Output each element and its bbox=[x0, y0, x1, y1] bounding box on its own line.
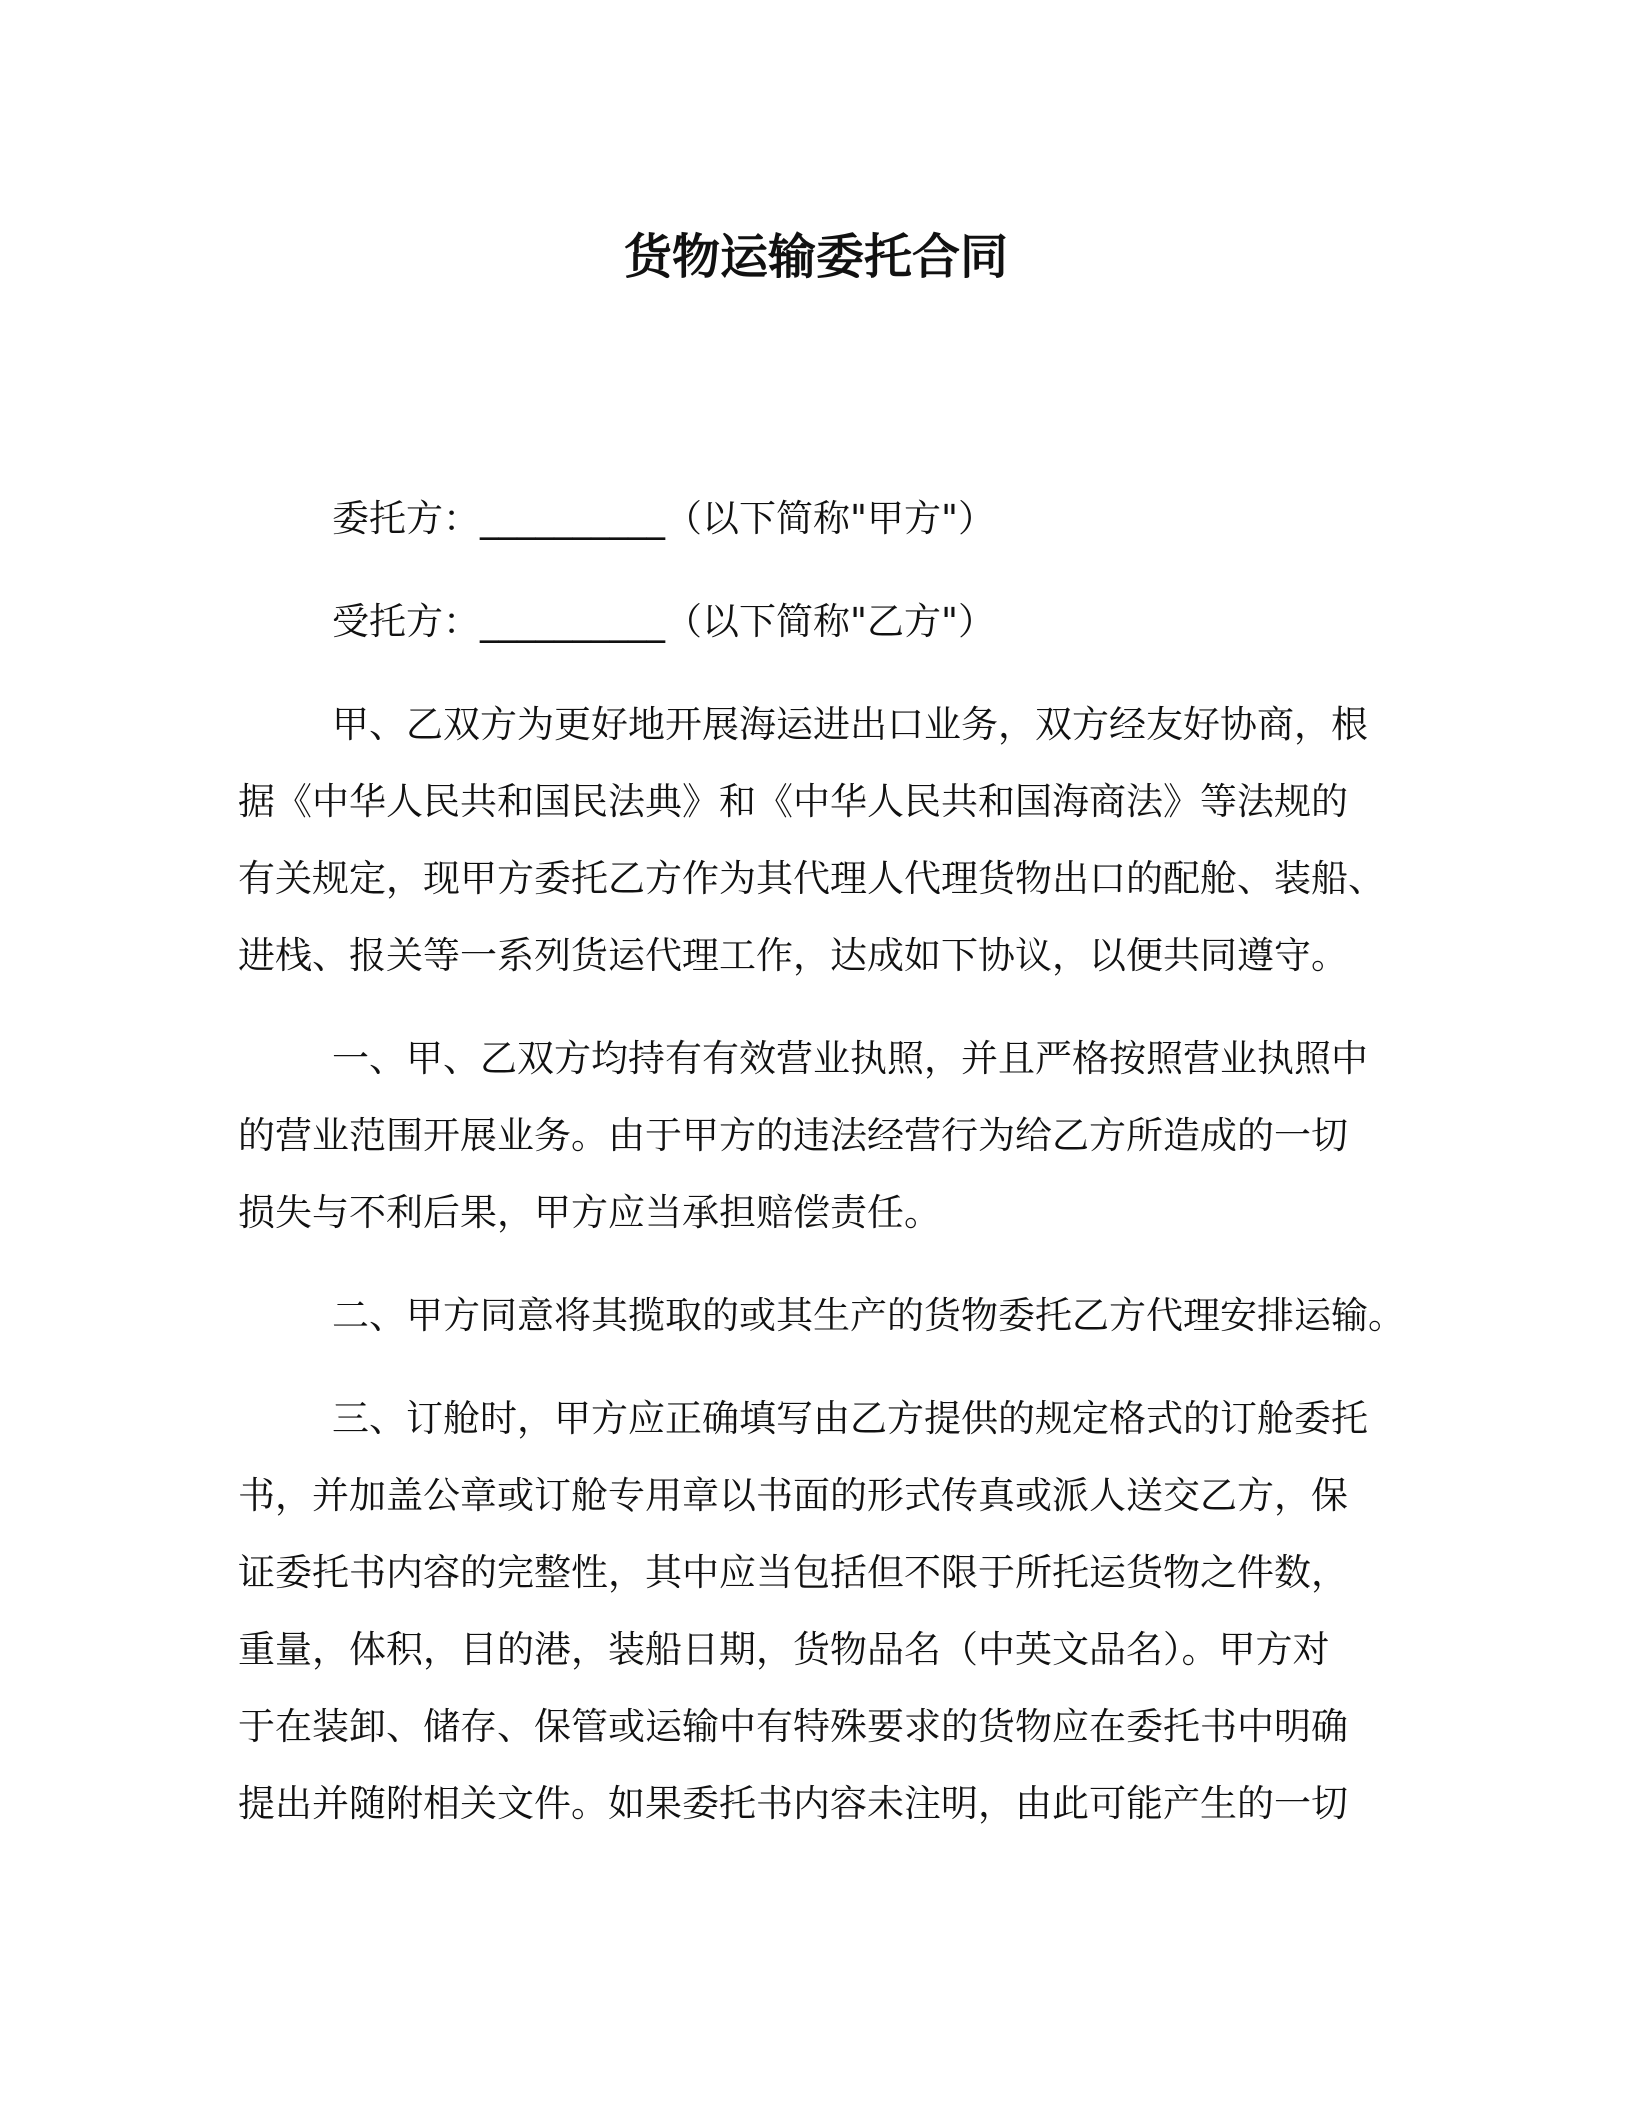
clause-3-line: 提出并随附相关文件。如果委托书内容未注明，由此可能产生的一切 bbox=[238, 1782, 1348, 1825]
preamble-line: 进栈、报关等一系列货运代理工作，达成如下协议，以便共同遵守。 bbox=[238, 934, 1348, 977]
preamble-line: 甲、乙双方为更好地开展海运进出口业务，双方经友好协商，根 bbox=[332, 703, 1368, 746]
party-b-line: 受托方：__________（以下简称"乙方"） bbox=[332, 600, 996, 643]
clause-2-line: 二、甲方同意将其揽取的或其生产的货物委托乙方代理安排运输。 bbox=[332, 1294, 1405, 1337]
clause-3-line: 于在装卸、储存、保管或运输中有特殊要求的货物应在委托书中明确 bbox=[238, 1705, 1348, 1748]
clause-3-line: 书，并加盖公章或订舱专用章以书面的形式传真或派人送交乙方，保 bbox=[238, 1474, 1348, 1517]
party-a-line: 委托方：__________（以下简称"甲方"） bbox=[332, 497, 996, 540]
preamble-line: 有关规定，现甲方委托乙方作为其代理人代理货物出口的配舱、装船、 bbox=[238, 857, 1385, 900]
clause-3-line: 证委托书内容的完整性，其中应当包括但不限于所托运货物之件数， bbox=[238, 1551, 1348, 1594]
preamble-line: 据《中华人民共和国民法典》和《中华人民共和国海商法》等法规的 bbox=[238, 780, 1348, 823]
clause-1-line: 的营业范围开展业务。由于甲方的违法经营行为给乙方所造成的一切 bbox=[238, 1114, 1348, 1157]
clause-3-line: 三、订舱时，甲方应正确填写由乙方提供的规定格式的订舱委托 bbox=[332, 1397, 1368, 1440]
clause-1-line: 损失与不利后果，甲方应当承担赔偿责任。 bbox=[238, 1191, 941, 1234]
clause-3-line: 重量，体积，目的港，装船日期，货物品名（中英文品名）。甲方对 bbox=[238, 1628, 1330, 1671]
clause-1-line: 一、甲、乙双方均持有有效营业执照，并且严格按照营业执照中 bbox=[332, 1037, 1368, 1080]
contract-title: 货物运输委托合同 bbox=[623, 229, 1008, 285]
